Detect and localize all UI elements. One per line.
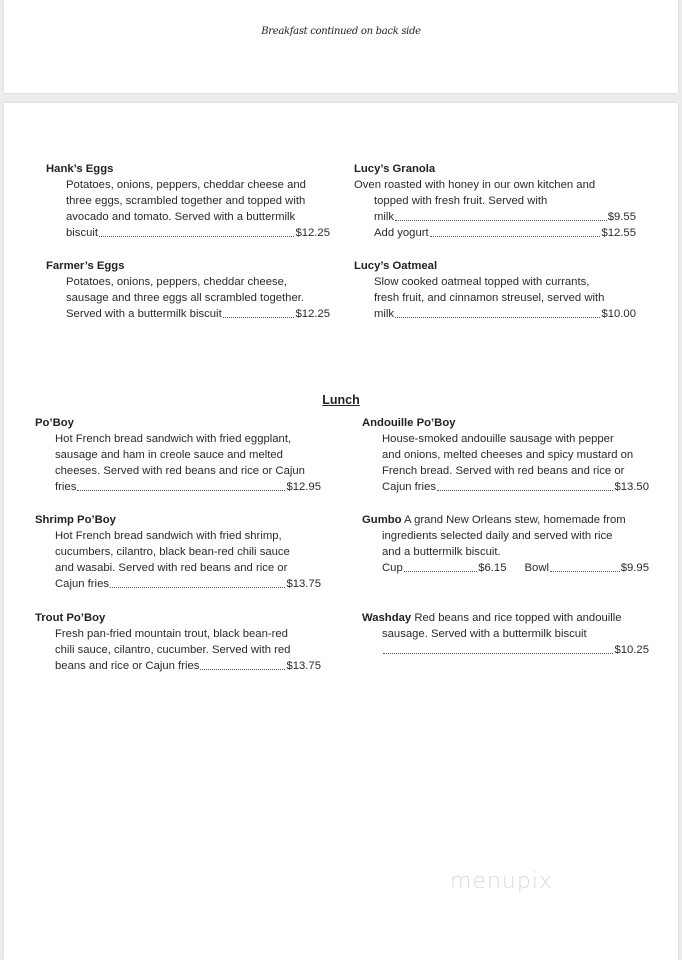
item-description-line: and wasabi. Served with red beans and rice or [55, 562, 288, 574]
price-row [362, 560, 649, 576]
price-value: $12.25 [295, 227, 330, 239]
item-name: Andouille Po’Boy [362, 417, 456, 429]
price-value: $13.75 [286, 578, 321, 590]
item-description-line: sausage and three eggs all scrambled together. [66, 292, 305, 304]
item-description-line: topped with fresh fruit. Served with [374, 195, 548, 207]
item-header [354, 161, 636, 177]
item-header [46, 161, 330, 177]
item-header [362, 610, 649, 626]
menu-item [35, 512, 321, 592]
item-name: Gumbo [362, 514, 402, 526]
item-header [35, 415, 321, 431]
price-segment [374, 209, 636, 225]
price-row [354, 225, 636, 241]
item-header [46, 258, 330, 274]
dot-leader [550, 560, 620, 572]
item-description-line: Potatoes, onions, peppers, cheddar cheese and [66, 179, 306, 191]
price-value: $12.95 [286, 481, 321, 493]
price-label: Cup [382, 562, 403, 574]
item-description-line: Slow cooked oatmeal topped with currants, [374, 276, 590, 288]
dot-leader [383, 642, 613, 654]
price-label: Bowl [524, 562, 549, 574]
dot-leader [395, 209, 607, 221]
item-name: Shrimp Po’Boy [35, 514, 116, 526]
price-row [362, 479, 649, 495]
item-description-line: cheeses. Served with red beans and rice or Cajun [55, 465, 305, 477]
menu-item [46, 258, 330, 322]
dot-leader [110, 576, 285, 588]
menu-page-front-bottom [4, 0, 678, 93]
price-value: $12.25 [295, 308, 330, 320]
price-label: beans and rice or Cajun fries [55, 660, 200, 672]
price-segment [55, 658, 321, 674]
price-row [354, 306, 636, 322]
price-segment [382, 560, 507, 576]
dot-leader [200, 658, 285, 670]
price-segment [382, 479, 649, 495]
item-description-line: sausage and ham in creole sauce and melted [55, 449, 283, 461]
menu-item [362, 512, 649, 576]
item-name: Washday [362, 612, 412, 624]
price-row [46, 306, 330, 322]
price-label: fries [55, 481, 77, 493]
price-label: Served with a buttermilk biscuit [66, 308, 222, 320]
price-row [35, 658, 321, 674]
item-header [362, 512, 649, 528]
price-label: Cajun fries [382, 481, 436, 493]
price-value: $10.00 [601, 308, 636, 320]
dot-leader [430, 225, 601, 237]
menu-item [35, 610, 321, 674]
item-description: A grand New Orleans stew, homemade from [401, 514, 626, 526]
price-value: $12.55 [601, 227, 636, 239]
menu-item [35, 415, 321, 495]
price-value: $9.55 [607, 211, 636, 223]
item-name: Hank’s Eggs [46, 163, 114, 175]
item-description-line: three eggs, scrambled together and topped with [66, 195, 306, 207]
item-name: Po’Boy [35, 417, 74, 429]
dot-leader [395, 306, 600, 318]
lunch-heading: Lunch [322, 393, 360, 407]
menu-item [46, 161, 330, 241]
price-value: $13.50 [614, 481, 649, 493]
item-description: Red beans and rice topped with andouille [411, 612, 622, 624]
price-segment [525, 560, 650, 576]
item-header [35, 512, 321, 528]
price-value: $13.75 [286, 660, 321, 672]
menu-item [362, 610, 649, 658]
item-description-line: Fresh pan-fried mountain trout, black bean-red [55, 628, 288, 640]
item-description-line: cucumbers, cilantro, black bean-red chili sauce [55, 546, 290, 558]
price-value: $6.15 [478, 562, 507, 574]
item-description-line: Potatoes, onions, peppers, cheddar cheese, [66, 276, 288, 288]
price-label: milk [374, 211, 395, 223]
menu-item [354, 161, 636, 241]
menu-item [362, 415, 649, 495]
item-description-line: Oven roasted with honey in our own kitchen and [354, 179, 596, 191]
item-name: Lucy’s Granola [354, 163, 436, 175]
item-description-line: Hot French bread sandwich with fried shrimp, [55, 530, 282, 542]
item-description-line: chili sauce, cilantro, cucumber. Served with red [55, 644, 291, 656]
price-row [362, 642, 649, 658]
item-header [354, 258, 636, 274]
item-description-line: sausage. Served with a buttermilk biscuit [382, 628, 587, 640]
item-name: Trout Po’Boy [35, 612, 106, 624]
item-description-line: House-smoked andouille sausage with pepper [382, 433, 614, 445]
dot-leader [223, 306, 295, 318]
item-description-line: Hot French bread sandwich with fried eggplant, [55, 433, 292, 445]
menu-item [354, 258, 636, 322]
price-label: Cajun fries [55, 578, 109, 590]
price-segment [66, 225, 330, 241]
item-description-line: French bread. Served with red beans and rice or [382, 465, 625, 477]
price-row [35, 576, 321, 592]
breakfast-continued-note: Breakfast continued on back side [261, 26, 421, 37]
dot-leader [437, 479, 613, 491]
item-description-line: ingredients selected daily and served with rice [382, 530, 613, 542]
item-header [362, 415, 649, 431]
dot-leader [404, 560, 477, 572]
price-value: $9.95 [620, 562, 649, 574]
item-description-line: fresh fruit, and cinnamon streusel, served with [374, 292, 605, 304]
price-label: Add yogurt [374, 227, 429, 239]
price-segment [55, 479, 321, 495]
item-header [35, 610, 321, 626]
item-description-line: and a buttermilk biscuit. [382, 546, 501, 558]
price-segment [55, 576, 321, 592]
menupix-watermark: menupix [450, 869, 553, 894]
price-row [354, 209, 636, 225]
price-row [35, 479, 321, 495]
price-segment [374, 225, 636, 241]
dot-leader [77, 479, 285, 491]
item-description-line: and onions, melted cheeses and spicy mustard on [382, 449, 634, 461]
price-row [46, 225, 330, 241]
price-label: biscuit [66, 227, 99, 239]
price-segment [382, 642, 649, 658]
price-value: $10.25 [614, 644, 649, 656]
item-description-line: avocado and tomato. Served with a buttermilk [66, 211, 296, 223]
price-segment [374, 306, 636, 322]
price-segment [66, 306, 330, 322]
item-name: Lucy’s Oatmeal [354, 260, 438, 272]
price-label: milk [374, 308, 395, 320]
dot-leader [99, 225, 294, 237]
item-name: Farmer’s Eggs [46, 260, 125, 272]
menu-page-back [4, 103, 678, 960]
